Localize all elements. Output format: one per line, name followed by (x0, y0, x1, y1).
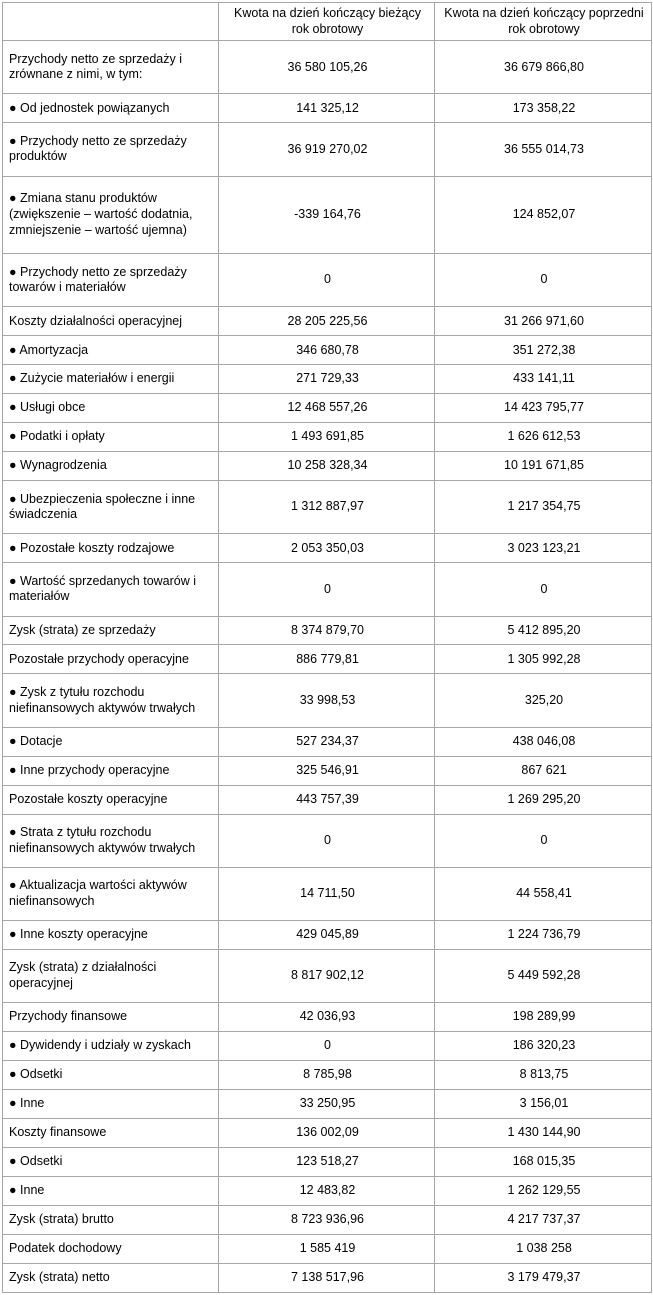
current-year-value: 429 045,89 (219, 920, 435, 949)
row-label: Koszty działalności operacyjnej (3, 307, 219, 336)
current-year-value: 42 036,93 (219, 1003, 435, 1032)
current-year-value: 8 723 936,96 (219, 1205, 435, 1234)
current-year-value: 36 919 270,02 (219, 123, 435, 176)
financial-statement-table (2, 2, 652, 1293)
current-year-value: 33 998,53 (219, 674, 435, 727)
row-label: Zysk (strata) brutto (3, 1205, 219, 1234)
table-row (3, 123, 652, 176)
previous-year-value: 1 269 295,20 (435, 785, 652, 814)
current-year-value: 0 (219, 814, 435, 867)
table-row (3, 616, 652, 645)
table-row (3, 336, 652, 365)
current-year-value: 28 205 225,56 (219, 307, 435, 336)
row-label: Przychody finansowe (3, 1003, 219, 1032)
previous-year-value: 5 412 895,20 (435, 616, 652, 645)
table-row (3, 1176, 652, 1205)
row-label: ● Zmiana stanu produktów (zwiększenie – wartość dodatnia, zmniejszenie – wartość ujemna) (3, 176, 219, 254)
current-year-value: 136 002,09 (219, 1118, 435, 1147)
previous-year-value: 10 191 671,85 (435, 452, 652, 481)
current-year-value: 0 (219, 254, 435, 307)
header-previous-year: Kwota na dzień kończący poprzedni rok obrotowy (435, 3, 652, 41)
table-row (3, 949, 652, 1002)
previous-year-value: 124 852,07 (435, 176, 652, 254)
table-row (3, 365, 652, 394)
current-year-value: 886 779,81 (219, 645, 435, 674)
table-row (3, 307, 652, 336)
current-year-value: 8 817 902,12 (219, 949, 435, 1002)
table-row (3, 394, 652, 423)
previous-year-value: 1 262 129,55 (435, 1176, 652, 1205)
table-row (3, 1118, 652, 1147)
table-row (3, 41, 652, 94)
table-row (3, 1003, 652, 1032)
row-label: ● Inne przychody operacyjne (3, 756, 219, 785)
previous-year-value: 1 430 144,90 (435, 1118, 652, 1147)
row-label: Pozostałe przychody operacyjne (3, 645, 219, 674)
table-header-row (3, 3, 652, 41)
previous-year-value: 3 023 123,21 (435, 534, 652, 563)
previous-year-value: 168 015,35 (435, 1147, 652, 1176)
current-year-value: 7 138 517,96 (219, 1263, 435, 1292)
current-year-value: 0 (219, 1032, 435, 1061)
current-year-value: 1 312 887,97 (219, 481, 435, 534)
previous-year-value: 4 217 737,37 (435, 1205, 652, 1234)
table-row (3, 1263, 652, 1292)
current-year-value: -339 164,76 (219, 176, 435, 254)
row-label: ● Wynagrodzenia (3, 452, 219, 481)
current-year-value: 271 729,33 (219, 365, 435, 394)
row-label: ● Zysk z tytułu rozchodu niefinansowych aktywów trwałych (3, 674, 219, 727)
table-row (3, 534, 652, 563)
current-year-value: 10 258 328,34 (219, 452, 435, 481)
table-row (3, 1061, 652, 1090)
previous-year-value: 325,20 (435, 674, 652, 727)
table-row (3, 1147, 652, 1176)
row-label: Przychody netto ze sprzedaży i zrównane z nimi, w tym: (3, 41, 219, 94)
row-label: ● Przychody netto ze sprzedaży produktów (3, 123, 219, 176)
row-label: ● Przychody netto ze sprzedaży towarów i materiałów (3, 254, 219, 307)
previous-year-value: 1 224 736,79 (435, 920, 652, 949)
previous-year-value: 0 (435, 254, 652, 307)
current-year-value: 0 (219, 563, 435, 616)
previous-year-value: 36 679 866,80 (435, 41, 652, 94)
header-current-year: Kwota na dzień kończący bieżący rok obrotowy (219, 3, 435, 41)
table-row (3, 563, 652, 616)
row-label: ● Wartość sprzedanych towarów i materiałów (3, 563, 219, 616)
table-row (3, 674, 652, 727)
previous-year-value: 8 813,75 (435, 1061, 652, 1090)
current-year-value: 527 234,37 (219, 727, 435, 756)
current-year-value: 14 711,50 (219, 867, 435, 920)
row-label: Zysk (strata) ze sprzedaży (3, 616, 219, 645)
current-year-value: 33 250,95 (219, 1090, 435, 1119)
previous-year-value: 1 217 354,75 (435, 481, 652, 534)
row-label: ● Podatki i opłaty (3, 423, 219, 452)
table-row (3, 94, 652, 123)
table-row (3, 1234, 652, 1263)
previous-year-value: 173 358,22 (435, 94, 652, 123)
row-label: ● Usługi obce (3, 394, 219, 423)
previous-year-value: 438 046,08 (435, 727, 652, 756)
row-label: ● Odsetki (3, 1147, 219, 1176)
previous-year-value: 0 (435, 814, 652, 867)
previous-year-value: 31 266 971,60 (435, 307, 652, 336)
table-row (3, 920, 652, 949)
row-label: ● Pozostałe koszty rodzajowe (3, 534, 219, 563)
row-label: Zysk (strata) netto (3, 1263, 219, 1292)
previous-year-value: 867 621 (435, 756, 652, 785)
previous-year-value: 186 320,23 (435, 1032, 652, 1061)
current-year-value: 12 483,82 (219, 1176, 435, 1205)
previous-year-value: 351 272,38 (435, 336, 652, 365)
current-year-value: 2 053 350,03 (219, 534, 435, 563)
current-year-value: 123 518,27 (219, 1147, 435, 1176)
row-label: Podatek dochodowy (3, 1234, 219, 1263)
table-row (3, 785, 652, 814)
current-year-value: 141 325,12 (219, 94, 435, 123)
header-label-cell (3, 3, 219, 41)
previous-year-value: 5 449 592,28 (435, 949, 652, 1002)
previous-year-value: 0 (435, 563, 652, 616)
table-row (3, 176, 652, 254)
row-label: ● Zużycie materiałów i energii (3, 365, 219, 394)
row-label: ● Aktualizacja wartości aktywów niefinansowych (3, 867, 219, 920)
current-year-value: 8 785,98 (219, 1061, 435, 1090)
current-year-value: 443 757,39 (219, 785, 435, 814)
current-year-value: 8 374 879,70 (219, 616, 435, 645)
table-row (3, 254, 652, 307)
previous-year-value: 1 626 612,53 (435, 423, 652, 452)
previous-year-value: 3 156,01 (435, 1090, 652, 1119)
current-year-value: 346 680,78 (219, 336, 435, 365)
row-label: ● Dotacje (3, 727, 219, 756)
row-label: Zysk (strata) z działalności operacyjnej (3, 949, 219, 1002)
table-row (3, 1032, 652, 1061)
row-label: ● Odsetki (3, 1061, 219, 1090)
previous-year-value: 433 141,11 (435, 365, 652, 394)
table-row (3, 452, 652, 481)
table-row (3, 727, 652, 756)
row-label: ● Od jednostek powiązanych (3, 94, 219, 123)
previous-year-value: 1 038 258 (435, 1234, 652, 1263)
row-label: ● Strata z tytułu rozchodu niefinansowych aktywów trwałych (3, 814, 219, 867)
current-year-value: 325 546,91 (219, 756, 435, 785)
row-label: ● Ubezpieczenia społeczne i inne świadczenia (3, 481, 219, 534)
row-label: Koszty finansowe (3, 1118, 219, 1147)
current-year-value: 1 493 691,85 (219, 423, 435, 452)
previous-year-value: 14 423 795,77 (435, 394, 652, 423)
table-row (3, 481, 652, 534)
table-row (3, 423, 652, 452)
table-row (3, 756, 652, 785)
row-label: ● Amortyzacja (3, 336, 219, 365)
row-label: ● Dywidendy i udziały w zyskach (3, 1032, 219, 1061)
current-year-value: 12 468 557,26 (219, 394, 435, 423)
previous-year-value: 44 558,41 (435, 867, 652, 920)
current-year-value: 36 580 105,26 (219, 41, 435, 94)
table-row (3, 814, 652, 867)
previous-year-value: 3 179 479,37 (435, 1263, 652, 1292)
previous-year-value: 36 555 014,73 (435, 123, 652, 176)
table-row (3, 867, 652, 920)
table-row (3, 645, 652, 674)
row-label: ● Inne koszty operacyjne (3, 920, 219, 949)
row-label: ● Inne (3, 1090, 219, 1119)
previous-year-value: 1 305 992,28 (435, 645, 652, 674)
row-label: Pozostałe koszty operacyjne (3, 785, 219, 814)
current-year-value: 1 585 419 (219, 1234, 435, 1263)
table-row (3, 1090, 652, 1119)
table-row (3, 1205, 652, 1234)
previous-year-value: 198 289,99 (435, 1003, 652, 1032)
row-label: ● Inne (3, 1176, 219, 1205)
